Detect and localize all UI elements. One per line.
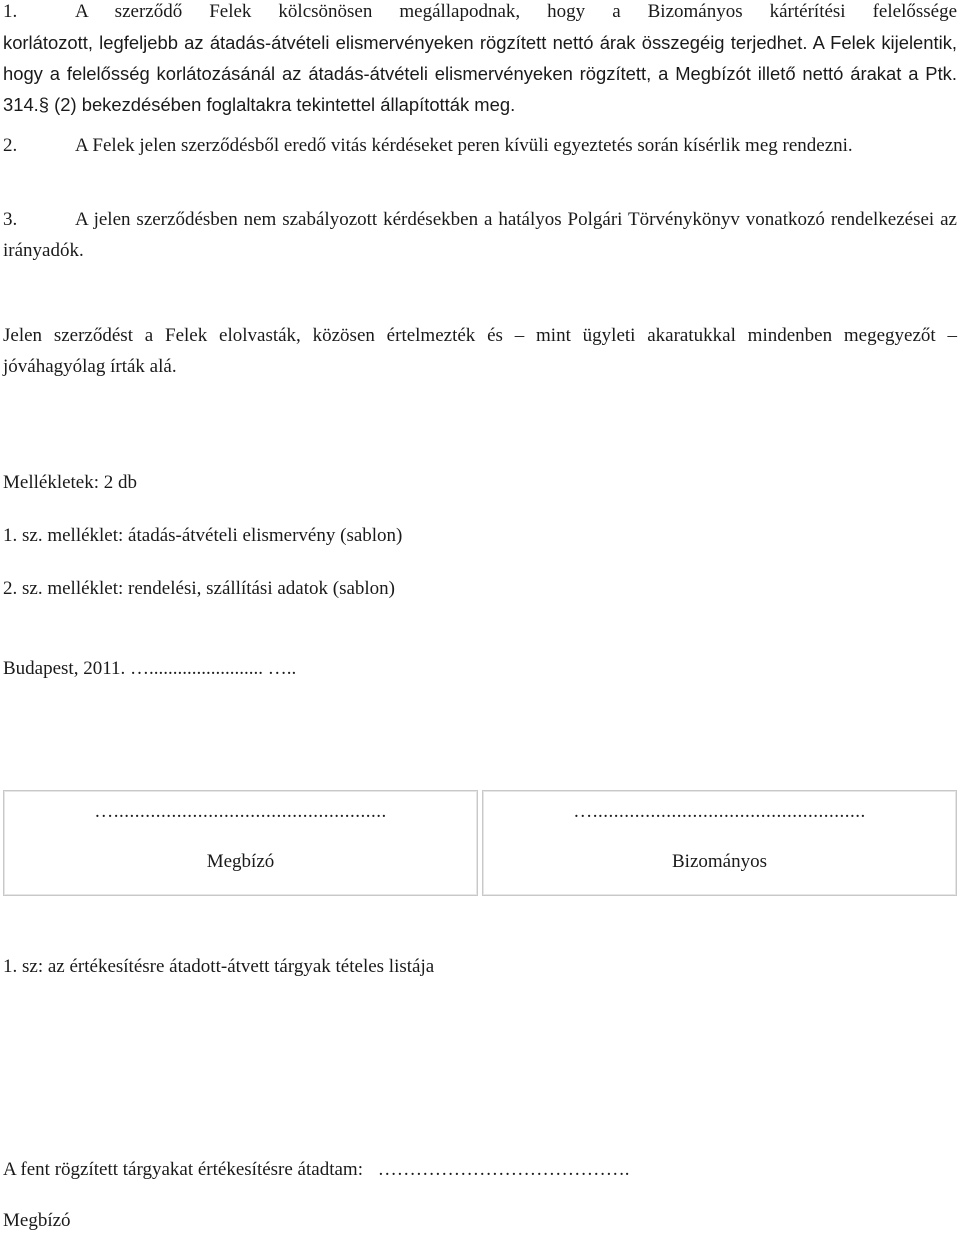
item-list-title: 1. sz: az értékesítésre átadott-átvett tárgyak tételes listája bbox=[3, 956, 435, 977]
section-1-first-line bbox=[3, 0, 957, 27]
handover-signer: Megbízó bbox=[3, 1210, 71, 1231]
section-1-text-rest: korlátozott, legfeljebb az átadás-átvételi elismervényeken rögzített nettó árak összegéig terjedhet. A Felek kijelentik, hogy a felelősség korlátozásánál az átadás-átvételi elismervényeken rögzített, a Megbízót illető nettó árakat a Ptk. 314.§ (2) bekezdésében foglaltakra tekintettel állapították meg. bbox=[3, 32, 957, 115]
section-1 bbox=[3, 0, 957, 120]
handover-label: A fent rögzített tárgyakat értékesítésre átadtam: bbox=[3, 1159, 363, 1180]
section-2-text: A Felek jelen szerződésből eredő vitás kérdéseket peren kívüli egyeztetés során kísérlik meg rendezni. bbox=[75, 135, 853, 156]
signature-label-commission-agent: Bizományos bbox=[672, 851, 767, 872]
signature-table bbox=[3, 790, 957, 896]
attachment-item-1: 1. sz. melléklet: átadás-átvételi elismervény (sablon) bbox=[3, 525, 403, 546]
closing-statement: Jelen szerződést a Felek elolvasták, közösen értelmezték és – mint ügyleti akaratukkal mindenben megegyezőt – jóváhagyólag írták alá. bbox=[3, 325, 957, 377]
signature-label-principal: Megbízó bbox=[206, 851, 275, 872]
signature-line: ….................................................... bbox=[573, 801, 866, 822]
section-3-text: A jelen szerződésben nem szabályozott kérdésekben a hatályos Polgári Törvénykönyv vonatkozó rendelkezései az irányadók. bbox=[3, 209, 957, 261]
section-1-text-start: A szerződő Felek kölcsönösen megállapodnak, hogy a Bizományos kártérítési felelőssége bbox=[75, 1, 957, 22]
place-date: Budapest, 2011. …........................ ….. bbox=[3, 658, 297, 679]
section-2 bbox=[3, 130, 957, 161]
attachments-heading: Mellékletek: 2 db bbox=[3, 472, 138, 493]
handover-line bbox=[3, 1155, 957, 1185]
section-number: 1. bbox=[3, 1, 18, 22]
section-3 bbox=[3, 204, 957, 266]
handover-signature-blank: …………………………………. bbox=[377, 1159, 630, 1180]
signature-cell-principal bbox=[3, 790, 478, 896]
section-number: 2. bbox=[3, 135, 18, 156]
attachment-item-2: 2. sz. melléklet: rendelési, szállítási adatok (sablon) bbox=[3, 578, 396, 599]
signature-line: ….................................................... bbox=[94, 801, 387, 822]
signature-cell-commission-agent bbox=[482, 790, 957, 896]
section-number: 3. bbox=[3, 209, 18, 230]
